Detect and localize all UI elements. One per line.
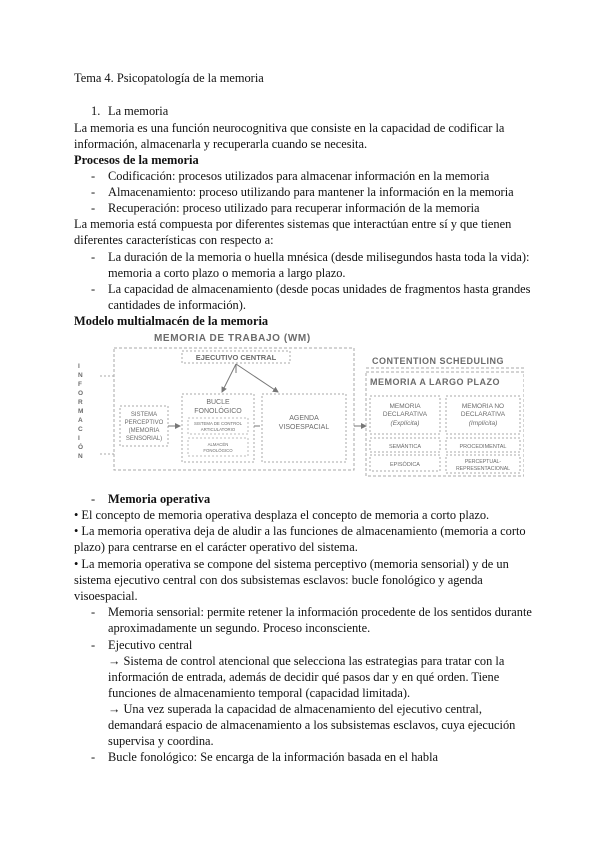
list-dash: -: [91, 250, 96, 264]
list-item: Bucle fonológico: Se encarga de la información basada en el habla: [108, 750, 439, 764]
list-item: supervisa y coordina.: [108, 734, 214, 748]
side-letter: I: [78, 363, 80, 370]
operativa-heading: Memoria operativa: [108, 492, 211, 506]
list-item: funciones de almacenamiento temporal (capacidad limitada).: [108, 686, 411, 700]
agenda-label: VISOESPACIAL: [278, 424, 330, 431]
contention-label: CONTENTION SCHEDULING: [372, 356, 504, 366]
sistema-perceptivo-label: (MEMORIA: [128, 428, 160, 434]
agenda-label: AGENDA: [289, 415, 319, 422]
list-dash: -: [91, 492, 96, 506]
declarativa-label: MEMORIA: [389, 403, 421, 410]
no-declarativa-label: DECLARATIVA: [460, 411, 506, 418]
almacen-box: [188, 438, 248, 456]
side-letter: F: [78, 381, 82, 388]
list-dash: -: [91, 638, 96, 652]
list-item: → Sistema de control atencional que selecciona las estrategias para tratar con la: [108, 654, 505, 668]
sistema-perceptivo-label: PERCEPTIVO: [124, 420, 164, 426]
intro-line: información, almacenarla y recuperarla cuando se necesita.: [74, 137, 368, 151]
wm-title: MEMORIA DE TRABAJO (WM): [154, 333, 311, 344]
list-dash: -: [91, 185, 96, 199]
side-letter: O: [78, 390, 84, 397]
paragraph-line: La memoria está compuesta por diferentes sistemas que interactúan entre sí y que tienen: [74, 217, 512, 231]
list-item: información de entrada, además de decidir qué pasos dar y en qué orden. Tiene: [108, 670, 500, 684]
paragraph-line: visoespacial.: [74, 589, 138, 603]
paragraph-line: • La memoria operativa deja de aludir a las funciones de almacenamiento (memoria a corto: [74, 524, 526, 538]
memory-model-diagram: [74, 328, 524, 478]
list-item: La capacidad de almacenamiento (desde pocas unidades de fragmentos hasta grandes: [108, 282, 531, 296]
document-title: Tema 4. Psicopatología de la memoria: [74, 71, 264, 85]
list-item: demandará espacio de almacenamiento a los subsistemas esclavos, cuya ejecución: [108, 718, 516, 732]
section-heading: La memoria: [108, 104, 169, 118]
declarativa-label: (Explícita): [390, 420, 420, 427]
perceptual-label: PERCEPTUAL-: [464, 459, 502, 465]
mlp-title: MEMORIA A LARGO PLAZO: [370, 377, 500, 387]
list-item: La duración de la memoria o huella mnésica (desde milisegundos hasta toda la vida):: [108, 250, 530, 264]
side-letter: N: [78, 372, 83, 379]
side-letter: M: [78, 408, 84, 415]
episodica-label: EPISÓDICA: [390, 462, 420, 468]
side-letter: I: [78, 435, 80, 442]
paragraph-line: • La memoria operativa se compone del sistema perceptivo (memoria sensorial) y de un: [74, 557, 509, 571]
list-item: Memoria sensorial: permite retener la información procedente de los sentidos durante: [108, 605, 532, 619]
side-letter: Ó: [78, 444, 84, 451]
modelo-heading: Modelo multialmacén de la memoria: [74, 314, 269, 328]
bucle-label: FONOLÓGICO: [194, 408, 242, 415]
procesos-heading: Procesos de la memoria: [74, 153, 199, 167]
side-letter: N: [78, 453, 83, 460]
list-item: Codificación: procesos utilizados para almacenar información en la memoria: [108, 169, 490, 183]
no-declarativa-label: (Implícita): [468, 420, 498, 427]
paragraph-line: sistema ejecutivo central con dos subsistemas esclavos: bucle fonológico y agenda: [74, 573, 483, 587]
side-letter: C: [78, 426, 83, 433]
list-dash: -: [91, 750, 96, 764]
sistema-control-label: SISTEMA DE CONTROL: [194, 421, 242, 426]
list-dash: -: [91, 282, 96, 296]
declarativa-label: DECLARATIVA: [382, 411, 428, 418]
paragraph-line: plazo) para centrarse en el carácter operativo del sistema.: [74, 540, 358, 554]
no-declarativa-label: MEMORIA NO: [461, 403, 505, 410]
perceptual-label: REPRESENTACIONAL: [455, 466, 511, 472]
sistema-perceptivo-label: SENSORIAL): [125, 436, 163, 442]
semantica-label: SEMÁNTICA: [388, 444, 422, 450]
ejecutivo-label: EJECUTIVO CENTRAL: [195, 353, 277, 362]
list-dash: -: [91, 605, 96, 619]
section-number: 1.: [91, 104, 101, 118]
list-item: memoria a corto plazo o memoria a largo plazo.: [108, 266, 346, 280]
paragraph-line: diferentes características con respecto a:: [74, 233, 274, 247]
sistema-control-label: ARTICULATORIO: [200, 427, 236, 432]
almacen-label: ALMACÉN: [207, 442, 229, 447]
procedimental-label: PROCEDIMENTAL: [459, 444, 507, 450]
list-dash: -: [91, 201, 96, 215]
paragraph-line: • El concepto de memoria operativa desplaza el concepto de memoria a corto plazo.: [74, 508, 490, 522]
side-letter: A: [78, 417, 83, 424]
list-item: Ejecutivo central: [108, 638, 193, 652]
list-item: aproximadamente un segundo. Proceso inconsciente.: [108, 621, 371, 635]
sistema-perceptivo-label: SISTEMA: [130, 412, 158, 418]
list-item: Recuperación: proceso utilizado para recuperar información de la memoria: [108, 201, 480, 215]
list-item: cantidades de información).: [108, 298, 246, 312]
side-letter: R: [78, 399, 83, 406]
list-dash: -: [91, 169, 96, 183]
almacen-label: FONOLÓGICO: [203, 448, 233, 453]
list-item: Almacenamiento: proceso utilizando para mantener la información en la memoria: [108, 185, 514, 199]
informacion-side-label: [78, 363, 83, 460]
list-item: → Una vez superada la capacidad de almacenamiento del ejecutivo central,: [108, 702, 482, 716]
intro-line: La memoria es una función neurocognitiva que consiste en la capacidad de codificar la: [74, 121, 505, 135]
bucle-label: BUCLE: [206, 399, 230, 406]
